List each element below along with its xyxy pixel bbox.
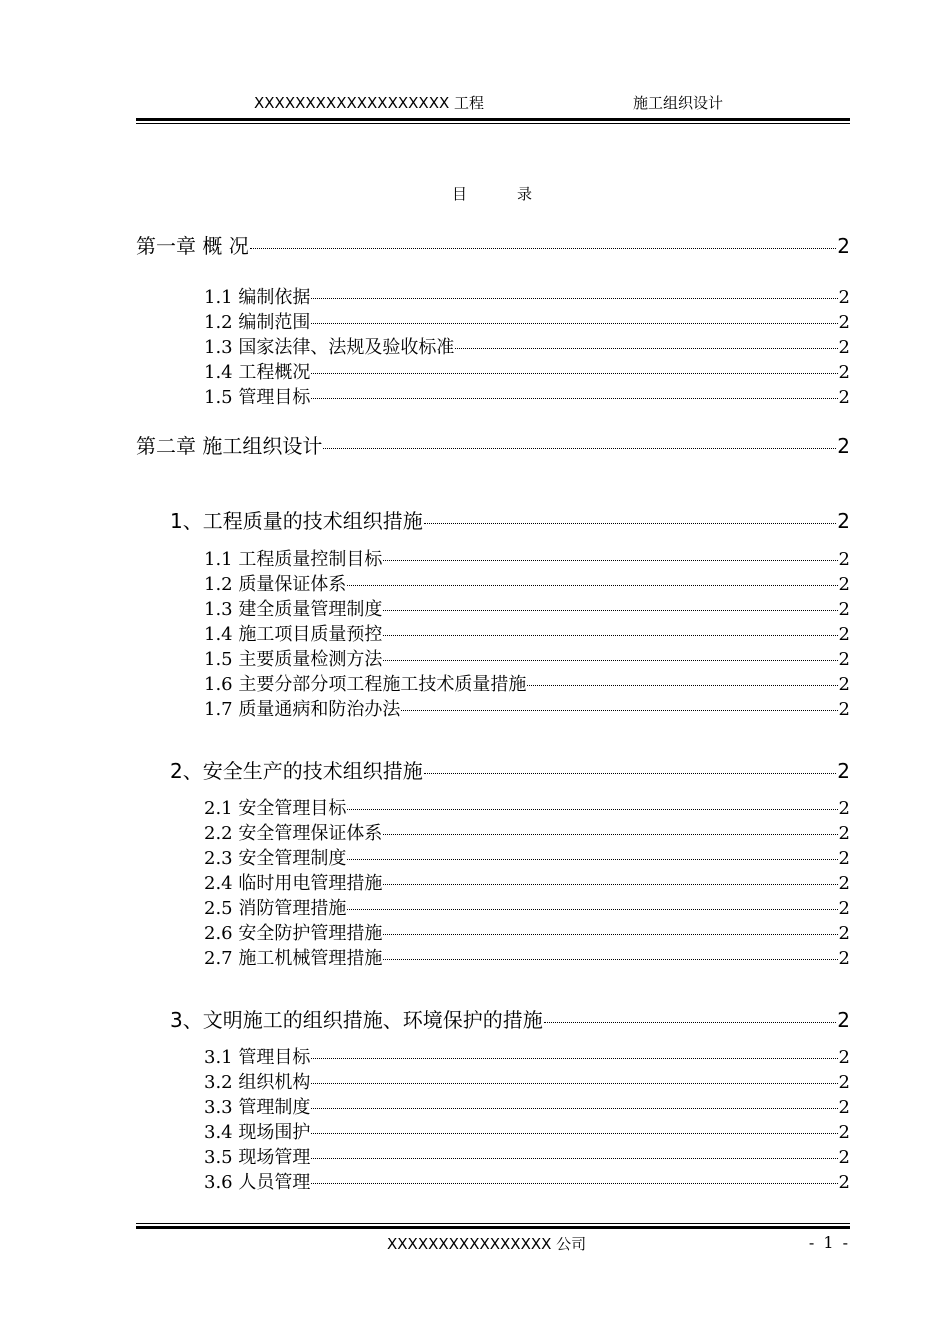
toc-leader-dots bbox=[455, 347, 837, 349]
toc-entry-page: 2 bbox=[837, 759, 850, 783]
toc-entry-page: 2 bbox=[838, 674, 850, 695]
toc-entry-page: 2 bbox=[838, 1072, 850, 1093]
toc-leader-dots bbox=[383, 559, 837, 561]
toc-entry-label: 3.3 管理制度 bbox=[204, 1097, 311, 1118]
toc-leader-dots bbox=[383, 634, 837, 636]
toc-item[interactable] bbox=[204, 283, 850, 309]
toc-entry-label: 3.5 现场管理 bbox=[204, 1147, 311, 1168]
toc-entry-page: 2 bbox=[837, 234, 850, 258]
page-footer bbox=[136, 1233, 850, 1255]
toc-item[interactable] bbox=[204, 819, 850, 845]
toc-item[interactable] bbox=[204, 894, 850, 920]
toc-entry-page: 2 bbox=[838, 387, 850, 408]
toc-section-3[interactable] bbox=[170, 1004, 850, 1033]
toc-leader-dots bbox=[311, 397, 837, 399]
toc-entry-page: 2 bbox=[838, 798, 850, 819]
toc-item[interactable] bbox=[204, 1093, 850, 1119]
toc-entry-page: 2 bbox=[838, 823, 850, 844]
toc-entry-label: 1.1 工程质量控制目标 bbox=[204, 549, 383, 570]
toc-entry-page: 2 bbox=[838, 549, 850, 570]
toc-entry-label: 1.1 编制依据 bbox=[204, 287, 311, 308]
toc-item[interactable] bbox=[204, 944, 850, 970]
toc-entry-page: 2 bbox=[837, 509, 850, 533]
toc-leader-dots bbox=[311, 372, 837, 374]
page-header bbox=[136, 92, 850, 114]
toc-heading: 目录 bbox=[452, 185, 583, 203]
header-rule-thick bbox=[136, 118, 850, 121]
toc-entry-label: 1.5 主要质量检测方法 bbox=[204, 649, 383, 670]
toc-entry-page: 2 bbox=[838, 898, 850, 919]
toc-leader-dots bbox=[383, 883, 837, 885]
toc-entry-label: 第二章 施工组织设计 bbox=[136, 434, 323, 458]
toc-entry-page: 2 bbox=[838, 574, 850, 595]
toc-leader-dots bbox=[323, 447, 836, 449]
toc-entry-page: 2 bbox=[838, 848, 850, 869]
toc-entry-label: 3、文明施工的组织措施、环境保护的措施 bbox=[170, 1008, 543, 1032]
toc-leader-dots bbox=[311, 297, 837, 299]
toc-entry-page: 2 bbox=[838, 1047, 850, 1068]
toc-entry-label: 第一章 概 况 bbox=[136, 234, 249, 258]
toc-entry-label: 1.6 主要分部分项工程施工技术质量措施 bbox=[204, 674, 527, 695]
toc-entry-page: 2 bbox=[838, 948, 850, 969]
toc-entry-label: 2.1 安全管理目标 bbox=[204, 798, 347, 819]
toc-entry-page: 2 bbox=[838, 599, 850, 620]
toc-item[interactable] bbox=[204, 1043, 850, 1069]
toc-entry-page: 2 bbox=[838, 312, 850, 333]
toc-leader-dots bbox=[311, 1132, 837, 1134]
toc-entry-label: 3.6 人员管理 bbox=[204, 1172, 311, 1193]
toc-leader-dots bbox=[544, 1021, 837, 1023]
toc-entry-page: 2 bbox=[838, 1147, 850, 1168]
toc-entry-page: 2 bbox=[837, 1008, 850, 1032]
toc-leader-dots bbox=[311, 1057, 837, 1059]
toc-leader-dots bbox=[424, 522, 837, 524]
toc-entry-label: 1.3 国家法律、法规及验收标准 bbox=[204, 337, 455, 358]
toc-item[interactable] bbox=[204, 919, 850, 945]
toc-entry-label: 2.7 施工机械管理措施 bbox=[204, 948, 383, 969]
toc-entry-label: 1.4 工程概况 bbox=[204, 362, 311, 383]
toc-item[interactable] bbox=[204, 844, 850, 870]
toc-entry-page: 2 bbox=[838, 1122, 850, 1143]
toc-entry-label: 1.2 编制范围 bbox=[204, 312, 311, 333]
header-project-title: XXXXXXXXXXXXXXXXXXX 工程 bbox=[254, 94, 485, 112]
toc-entry-label: 1.2 质量保证体系 bbox=[204, 574, 347, 595]
toc-item[interactable] bbox=[204, 333, 850, 359]
toc-leader-dots bbox=[311, 1082, 837, 1084]
toc-entry-label: 2、安全生产的技术组织措施 bbox=[170, 759, 423, 783]
toc-item[interactable] bbox=[204, 570, 850, 596]
toc-leader-dots bbox=[383, 659, 837, 661]
toc-entry-page: 2 bbox=[838, 287, 850, 308]
toc-entry-page: 2 bbox=[838, 1172, 850, 1193]
toc-entry-page: 2 bbox=[838, 699, 850, 720]
footer-rule-thick bbox=[136, 1226, 850, 1229]
toc-item[interactable] bbox=[204, 1068, 850, 1094]
toc-leader-dots bbox=[401, 709, 837, 711]
footer-rule-thin bbox=[136, 1223, 850, 1224]
toc-item[interactable] bbox=[204, 308, 850, 334]
toc-item[interactable] bbox=[204, 670, 850, 696]
toc-entry-page: 2 bbox=[838, 1097, 850, 1118]
footer-page-number: - 1 - bbox=[808, 1233, 850, 1252]
toc-leader-dots bbox=[383, 609, 837, 611]
toc-entry-page: 2 bbox=[837, 434, 850, 458]
toc-leader-dots bbox=[347, 584, 837, 586]
toc-entry-page: 2 bbox=[838, 624, 850, 645]
toc-entry-label: 1.4 施工项目质量预控 bbox=[204, 624, 383, 645]
toc-item[interactable] bbox=[204, 595, 850, 621]
toc-entry-label: 3.4 现场围护 bbox=[204, 1122, 311, 1143]
toc-entry-label: 1.3 建全质量管理制度 bbox=[204, 599, 383, 620]
toc-chapter-1[interactable] bbox=[136, 230, 850, 259]
toc-entry-page: 2 bbox=[838, 873, 850, 894]
toc-item[interactable] bbox=[204, 1143, 850, 1169]
toc-leader-dots bbox=[250, 247, 837, 249]
header-document-type: 施工组织设计 bbox=[633, 94, 724, 112]
toc-chapter-2[interactable] bbox=[136, 430, 850, 459]
toc-item[interactable] bbox=[204, 545, 850, 571]
toc-item[interactable] bbox=[204, 383, 850, 409]
toc-leader-dots bbox=[383, 933, 837, 935]
toc-leader-dots bbox=[424, 772, 837, 774]
toc-entry-label: 2.3 安全管理制度 bbox=[204, 848, 347, 869]
toc-section-2[interactable] bbox=[170, 755, 850, 784]
toc-entry-page: 2 bbox=[838, 649, 850, 670]
toc-item[interactable] bbox=[204, 794, 850, 820]
toc-item[interactable] bbox=[204, 620, 850, 646]
toc-entry-page: 2 bbox=[838, 362, 850, 383]
footer-company: XXXXXXXXXXXXXXXX 公司 bbox=[387, 1235, 587, 1253]
toc-entry-label: 3.1 管理目标 bbox=[204, 1047, 311, 1068]
toc-leader-dots bbox=[311, 1157, 837, 1159]
toc-entry-label: 2.4 临时用电管理措施 bbox=[204, 873, 383, 894]
toc-entry-page: 2 bbox=[838, 923, 850, 944]
toc-item[interactable] bbox=[204, 695, 850, 721]
toc-leader-dots bbox=[311, 322, 837, 324]
toc-item[interactable] bbox=[204, 1168, 850, 1194]
toc-leader-dots bbox=[527, 684, 837, 686]
toc-item[interactable] bbox=[204, 1118, 850, 1144]
toc-leader-dots bbox=[383, 958, 837, 960]
toc-entry-label: 1.7 质量通病和防治办法 bbox=[204, 699, 401, 720]
toc-entry-label: 3.2 组织机构 bbox=[204, 1072, 311, 1093]
toc-item[interactable] bbox=[204, 358, 850, 384]
toc-entry-page: 2 bbox=[838, 337, 850, 358]
toc-leader-dots bbox=[383, 833, 837, 835]
toc-leader-dots bbox=[311, 1107, 837, 1109]
toc-leader-dots bbox=[347, 858, 837, 860]
toc-entry-label: 2.5 消防管理措施 bbox=[204, 898, 347, 919]
toc-item[interactable] bbox=[204, 869, 850, 895]
toc-entry-label: 1.5 管理目标 bbox=[204, 387, 311, 408]
toc-entry-label: 2.2 安全管理保证体系 bbox=[204, 823, 383, 844]
toc-leader-dots bbox=[311, 1182, 837, 1184]
toc-leader-dots bbox=[347, 908, 837, 910]
toc-item[interactable] bbox=[204, 645, 850, 671]
header-rule-thin bbox=[136, 123, 850, 124]
toc-entry-label: 2.6 安全防护管理措施 bbox=[204, 923, 383, 944]
toc-entry-label: 1、工程质量的技术组织措施 bbox=[170, 509, 423, 533]
toc-leader-dots bbox=[347, 808, 837, 810]
toc-section-1[interactable] bbox=[170, 505, 850, 534]
